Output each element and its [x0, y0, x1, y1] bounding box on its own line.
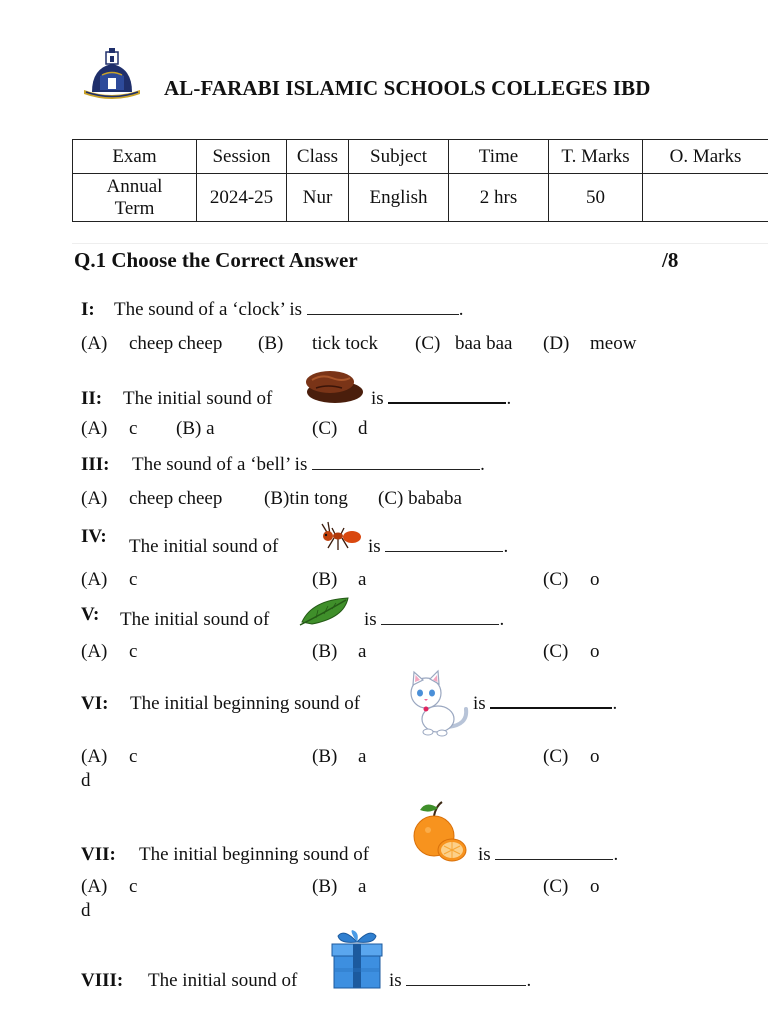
- cell-class: Nur: [287, 174, 349, 222]
- q4-number: IV:: [81, 526, 107, 547]
- q1-opt-b[interactable]: (B): [258, 333, 284, 354]
- section-title: Q.1 Choose the Correct Answer: [74, 248, 358, 272]
- q2-question: The initial sound of: [123, 388, 273, 409]
- q2-opt-c[interactable]: (C): [312, 418, 338, 439]
- q7-answer-blank[interactable]: [495, 858, 613, 860]
- q6-number: VI:: [81, 693, 109, 714]
- q2-opt-a[interactable]: (A): [81, 418, 108, 439]
- q3-question: The sound of a ‘bell’ is: [132, 454, 308, 475]
- q5-opt-b[interactable]: (B): [312, 641, 338, 662]
- q1-end: .: [458, 299, 464, 320]
- q1-opt-a-text[interactable]: cheep cheep: [129, 333, 223, 354]
- q2-number: II:: [81, 388, 103, 409]
- q6-end: .: [612, 693, 618, 714]
- q5-end: .: [499, 609, 505, 630]
- header-session: Session: [197, 140, 287, 174]
- q4-end: .: [503, 536, 509, 557]
- q3-opt-b[interactable]: (B)tin tong: [264, 488, 348, 509]
- q6-answer-blank[interactable]: [490, 706, 612, 709]
- q4-question: The initial sound of: [129, 536, 279, 557]
- cell-session: 2024-25: [197, 174, 287, 222]
- q3-opt-c[interactable]: (C) bababa: [378, 488, 462, 509]
- q2-opt-c-text[interactable]: d: [358, 418, 368, 439]
- header-subject: Subject: [349, 140, 449, 174]
- leaf-icon: [298, 594, 356, 628]
- ant-icon: [314, 518, 364, 554]
- q3-opt-a-text[interactable]: cheep cheep: [129, 488, 223, 509]
- q7-question: The initial beginning sound of: [139, 844, 370, 865]
- q6-opt-d-text[interactable]: d: [81, 770, 91, 791]
- q6-opt-a-text[interactable]: c: [129, 746, 138, 767]
- q8-tail: [389, 971, 531, 990]
- q3-answer-blank[interactable]: [312, 468, 480, 470]
- q4-tail: [368, 537, 508, 556]
- q2-end: .: [506, 388, 512, 409]
- table-row: [73, 174, 768, 222]
- q4-answer-blank[interactable]: [385, 550, 503, 552]
- q4-opt-c-text[interactable]: o: [590, 569, 600, 590]
- q1-text: [114, 300, 464, 319]
- q1-question: The sound of a ‘clock’ is: [114, 299, 303, 320]
- divider: [72, 243, 768, 244]
- cell-exam: [73, 174, 197, 222]
- q5-number: V:: [81, 604, 100, 625]
- q1-opt-b-text[interactable]: tick tock: [312, 333, 378, 354]
- q5-opt-a[interactable]: (A): [81, 641, 108, 662]
- q2-answer-blank[interactable]: [388, 401, 506, 404]
- q1-opt-d[interactable]: (D): [543, 333, 570, 354]
- q5-is: is: [364, 609, 377, 630]
- q4-opt-b[interactable]: (B): [312, 569, 338, 590]
- q6-tail: [473, 694, 617, 713]
- q2-opt-b[interactable]: (B) a: [176, 418, 215, 439]
- cell-exam-line1: Annual: [106, 175, 163, 197]
- q7-opt-a-text[interactable]: c: [129, 876, 138, 897]
- q6-opt-b-text[interactable]: a: [358, 746, 367, 767]
- gift-box-icon: [330, 928, 384, 990]
- q2-tail: [371, 389, 511, 408]
- q6-opt-c[interactable]: (C): [543, 746, 569, 767]
- header-obtained-marks: O. Marks: [643, 140, 768, 174]
- q1-opt-c-text[interactable]: baa baa: [455, 333, 513, 354]
- q7-number: VII:: [81, 844, 116, 865]
- q2-opt-a-text[interactable]: c: [129, 418, 138, 439]
- q5-tail: [364, 610, 504, 629]
- table-header-row: [73, 140, 768, 174]
- q7-is: is: [478, 844, 491, 865]
- q4-opt-c[interactable]: (C): [543, 569, 569, 590]
- q5-opt-c-text[interactable]: o: [590, 641, 600, 662]
- cell-subject: English: [349, 174, 449, 222]
- school-logo-icon: [80, 46, 144, 102]
- q1-opt-d-text[interactable]: meow: [590, 333, 637, 354]
- q7-opt-c[interactable]: (C): [543, 876, 569, 897]
- q3-text: [132, 455, 485, 474]
- q7-end: .: [613, 844, 619, 865]
- q8-answer-blank[interactable]: [406, 984, 526, 986]
- cat-icon: [404, 669, 472, 739]
- q7-opt-b[interactable]: (B): [312, 876, 338, 897]
- q7-tail: [478, 845, 618, 864]
- q7-opt-b-text[interactable]: a: [358, 876, 367, 897]
- header-exam: Exam: [73, 140, 197, 174]
- q6-question: The initial beginning sound of: [130, 693, 361, 714]
- cell-obtained-marks[interactable]: [643, 174, 768, 222]
- q8-end: .: [526, 970, 532, 991]
- q1-opt-a[interactable]: (A): [81, 333, 108, 354]
- q3-opt-a[interactable]: (A): [81, 488, 108, 509]
- header-total-marks: T. Marks: [549, 140, 643, 174]
- q6-opt-a[interactable]: (A): [81, 746, 108, 767]
- q4-opt-a-text[interactable]: c: [129, 569, 138, 590]
- q5-opt-c[interactable]: (C): [543, 641, 569, 662]
- q1-answer-blank[interactable]: [307, 313, 459, 315]
- q5-question: The initial sound of: [120, 609, 270, 630]
- header-time: Time: [449, 140, 549, 174]
- q8-question: The initial sound of: [148, 970, 298, 991]
- section-marks: /8: [662, 248, 679, 272]
- cell-total-marks: 50: [549, 174, 643, 222]
- q1-opt-c[interactable]: (C): [415, 333, 441, 354]
- q7-opt-d-text[interactable]: d: [81, 900, 91, 921]
- q8-is: is: [389, 970, 402, 991]
- q7-opt-a[interactable]: (A): [81, 876, 108, 897]
- q3-end: .: [480, 454, 485, 475]
- q6-is: is: [473, 693, 486, 714]
- dates-icon: [302, 364, 364, 406]
- q1-number: I:: [81, 299, 95, 320]
- exam-info-table: [72, 139, 768, 222]
- q4-is: is: [368, 536, 381, 557]
- q5-opt-a-text[interactable]: c: [129, 641, 138, 662]
- q2-is: is: [371, 388, 384, 409]
- q6-opt-c-text[interactable]: o: [590, 746, 600, 767]
- school-name: AL-FARABI ISLAMIC SCHOOLS COLLEGES IBD: [164, 76, 651, 100]
- q4-opt-b-text[interactable]: a: [358, 569, 367, 590]
- q6-opt-b[interactable]: (B): [312, 746, 338, 767]
- orange-icon: [412, 800, 468, 864]
- q5-answer-blank[interactable]: [381, 623, 499, 625]
- cell-exam-line2: Term: [114, 197, 155, 219]
- header-class: Class: [287, 140, 349, 174]
- q3-number: III:: [81, 454, 110, 475]
- q7-opt-c-text[interactable]: o: [590, 876, 600, 897]
- q4-opt-a[interactable]: (A): [81, 569, 108, 590]
- q5-opt-b-text[interactable]: a: [358, 641, 367, 662]
- q8-number: VIII:: [81, 970, 124, 991]
- cell-time: 2 hrs: [449, 174, 549, 222]
